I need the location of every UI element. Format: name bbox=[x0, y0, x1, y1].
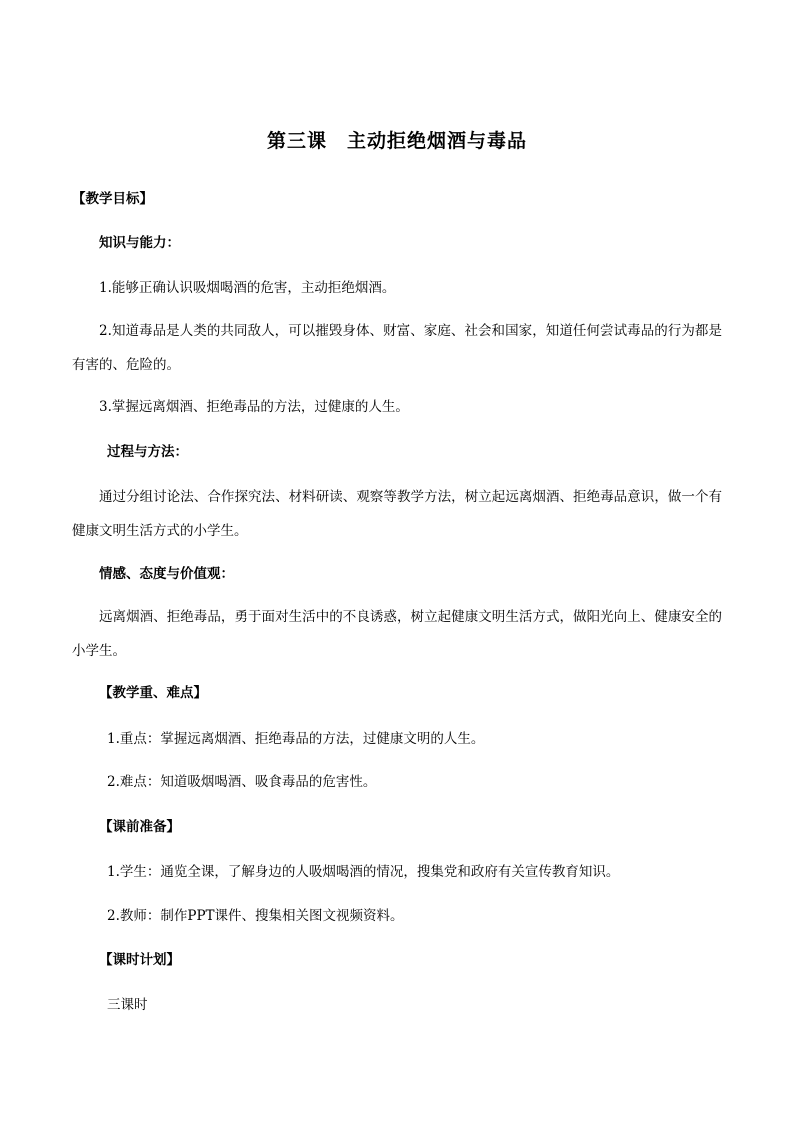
knowledge-ability-heading: 知识与能力： bbox=[99, 235, 180, 251]
key-difficult-points-heading: 【教学重、难点】 bbox=[99, 685, 207, 701]
knowledge-item-3: 3.掌握远离烟酒、拒绝毒品的方法，过健康的人生。 bbox=[99, 399, 409, 415]
lesson-schedule-text: 三课时 bbox=[107, 997, 148, 1013]
knowledge-item-2: 2.知道毒品是人类的共同敌人，可以摧毁身体、财富、家庭、社会和国家，知道任何尝试毒品的行为都是有害的、危险的。 bbox=[72, 323, 722, 373]
process-method-text: 通过分组讨论法、合作探究法、材料研读、观察等教学方法，树立起远离烟酒、拒绝毒品意识，做一个有健康文明生活方式的小学生。 bbox=[72, 489, 722, 539]
difficult-point-item: 2.难点：知道吸烟喝酒、吸食毒品的危害性。 bbox=[107, 774, 377, 790]
class-preparation-heading: 【课前准备】 bbox=[99, 819, 180, 835]
document-title: 第三课 主动拒绝烟酒与毒品 bbox=[266, 130, 527, 152]
student-preparation-item: 1.学生：通览全课，了解身边的人吸烟喝酒的情况，搜集党和政府有关宣传教育知识。 bbox=[107, 864, 620, 880]
process-method-heading: 过程与方法： bbox=[107, 444, 188, 460]
emotion-attitude-text: 远离烟酒、拒绝毒品，勇于面对生活中的不良诱惑，树立起健康文明生活方式，做阳光向上、健康安全的小学生。 bbox=[72, 609, 722, 659]
teaching-objectives-heading: 【教学目标】 bbox=[72, 191, 153, 207]
key-point-item: 1.重点：掌握远离烟酒、拒绝毒品的方法，过健康文明的人生。 bbox=[107, 731, 485, 747]
emotion-attitude-heading: 情感、态度与价值观： bbox=[99, 566, 234, 582]
knowledge-item-1: 1.能够正确认识吸烟喝酒的危害，主动拒绝烟酒。 bbox=[99, 280, 396, 296]
teacher-preparation-item: 2.教师：制作PPT课件、搜集相关图文视频资料。 bbox=[107, 908, 404, 924]
lesson-schedule-heading: 【课时计划】 bbox=[99, 952, 180, 968]
